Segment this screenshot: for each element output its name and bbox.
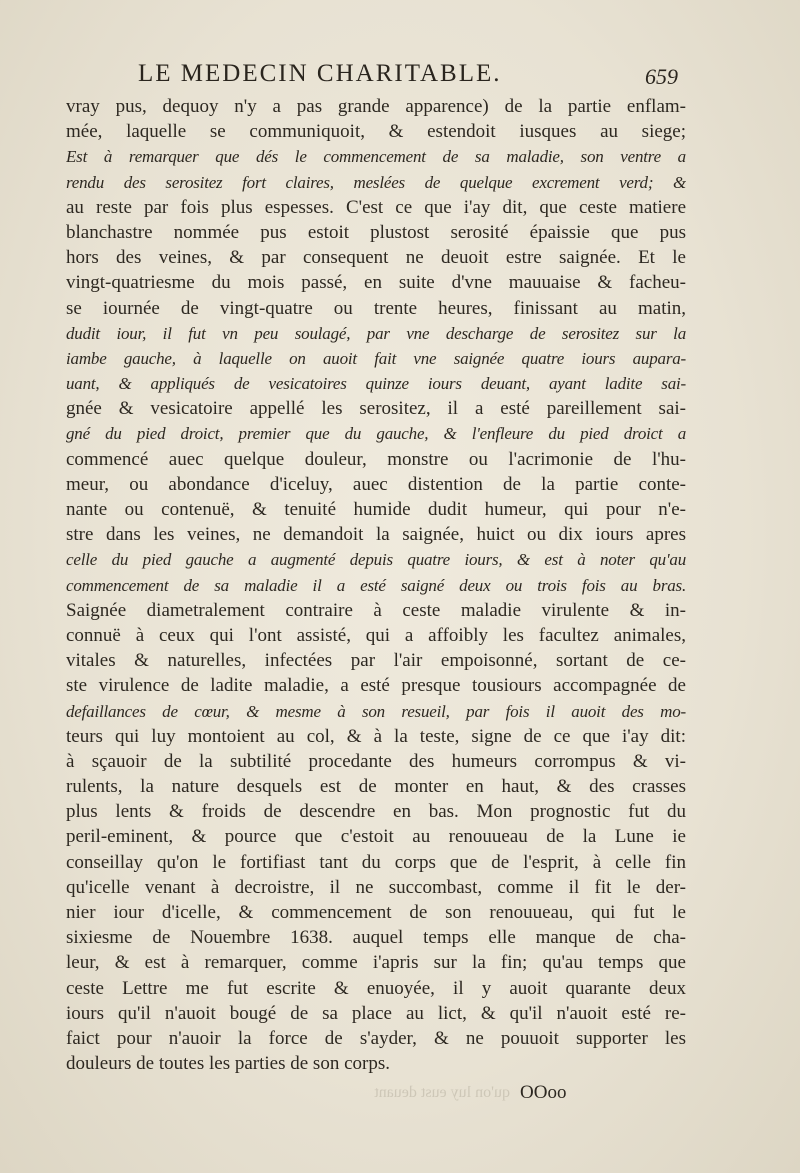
text-line: douleurs de toutes les parties de son corps. xyxy=(66,1053,390,1075)
text-line: commencement de sa maladie il a esté saigné deux ou trois fois au bras. xyxy=(66,575,686,595)
text-line: nier iour d'icelle, & commencement de son renouueau, qui fut le xyxy=(66,902,686,923)
text-line: stre dans les veines, ne demandoit la saignée, huict ou dix iours apres xyxy=(66,524,686,546)
page-header xyxy=(118,58,678,98)
text-line: leur, & est à remarquer, comme i'apris sur la fin; qu'au temps que xyxy=(66,952,686,974)
body-text xyxy=(66,94,686,1076)
text-line: sixiesme de Nouembre 1638. auquel temps elle manque de cha- xyxy=(66,927,686,949)
text-line: defaillances de cœur, & mesme à son resueil, par fois il auoit des mo- xyxy=(66,701,686,721)
text-line: se iournée de vingt-quatre ou trente heures, finissant au matin, xyxy=(66,297,686,319)
text-line: vray pus, dequoy n'y a pas grande apparence) de la partie enflam- xyxy=(66,96,686,117)
page-number: 659 xyxy=(645,64,678,89)
text-line: qu'icelle venant à decroistre, il ne succombast, comme il fit le der- xyxy=(66,876,686,898)
text-line: conseillay qu'on le fortifiast tant du corps que de l'esprit, à celle fin xyxy=(66,851,686,873)
text-line: rulents, la nature desquels est de monter en haut, & des crasses xyxy=(66,776,686,798)
text-line: commencé auec quelque douleur, monstre ou l'acrimonie de l'hu- xyxy=(66,448,686,470)
text-line: gnée & vesicatoire appellé les serositez, il a esté pareillement sai- xyxy=(66,398,686,420)
show-through-text: qu'on luy eust deuant xyxy=(374,1084,510,1101)
text-line: vingt-quatriesme du mois passé, en suite d'vne mauuaise & facheu- xyxy=(66,272,686,294)
text-line: teurs qui luy montoient au col, & à la teste, signe de ce que i'ay dit: xyxy=(66,725,686,747)
text-line: faict pour n'auoir la force de s'ayder, & ne pouuoit supporter les xyxy=(66,1027,686,1049)
running-title: LE MEDECIN CHARITABLE. xyxy=(138,60,502,87)
text-line: mée, laquelle se communiquoit, & estendoit iusques au siege; xyxy=(66,121,686,143)
text-line: dudit iour, il fut vn peu soulagé, par vne descharge de serositez sur la xyxy=(66,323,686,343)
text-line: hors des veines, & par consequent ne deuoit estre saignée. Et le xyxy=(66,247,686,269)
text-line: nante ou contenuë, & tenuité humide dudit humeur, qui pour n'e- xyxy=(66,499,686,520)
text-line: ste virulence de ladite maladie, a esté presque tousiours accompagnée de xyxy=(66,675,686,697)
text-line: à sçauoir de la subtilité procedante des humeurs corrompus & vi- xyxy=(66,750,686,772)
text-line: vitales & naturelles, infectées par l'air empoisonné, sortant de ce- xyxy=(66,650,686,672)
text-line: connuë à ceux qui l'ont assisté, qui a affoibly les facultez animales, xyxy=(66,624,686,646)
text-line: gné du pied droict, premier que du gauche, & l'enfleure du pied droict a xyxy=(66,424,686,444)
text-line: iambe gauche, à laquelle on auoit fait vne saignée quatre iours aupara- xyxy=(66,348,686,368)
text-line: rendu des serositez fort claires, meslées de quelque excrement verd; & xyxy=(66,172,686,192)
text-line: Saignée diametralement contraire à ceste maladie virulente & in- xyxy=(66,599,686,621)
text-line: ceste Lettre me fut escrite & enuoyée, il y auoit quarante deux xyxy=(66,977,686,999)
text-line: blanchastre nommée pus estoit plustost serosité épaissie que pus xyxy=(66,221,686,243)
text-line: celle du pied gauche a augmenté depuis quatre iours, & est à noter qu'au xyxy=(66,550,686,570)
text-line: Est à remarquer que dés le commencement de sa maladie, son ventre a xyxy=(66,147,686,167)
text-line: au reste par fois plus espesses. C'est ce que i'ay dit, que ceste matiere xyxy=(66,196,686,218)
text-line: meur, ou abondance d'iceluy, auec distention de la partie conte- xyxy=(66,473,686,495)
text-line: peril-eminent, & pource que c'estoit au renouueau de la Lune ie xyxy=(66,826,686,848)
text-line: plus lents & froids de descendre en bas. Mon prognostic fut du xyxy=(66,801,686,823)
text-line: uant, & appliqués de vesicatoires quinze iours deuant, ayant ladite sai- xyxy=(66,374,686,394)
catchword: OOoo xyxy=(520,1082,567,1103)
text-line: iours qu'il n'auoit bougé de sa place au lict, & qu'il n'auoit esté re- xyxy=(66,1002,686,1024)
